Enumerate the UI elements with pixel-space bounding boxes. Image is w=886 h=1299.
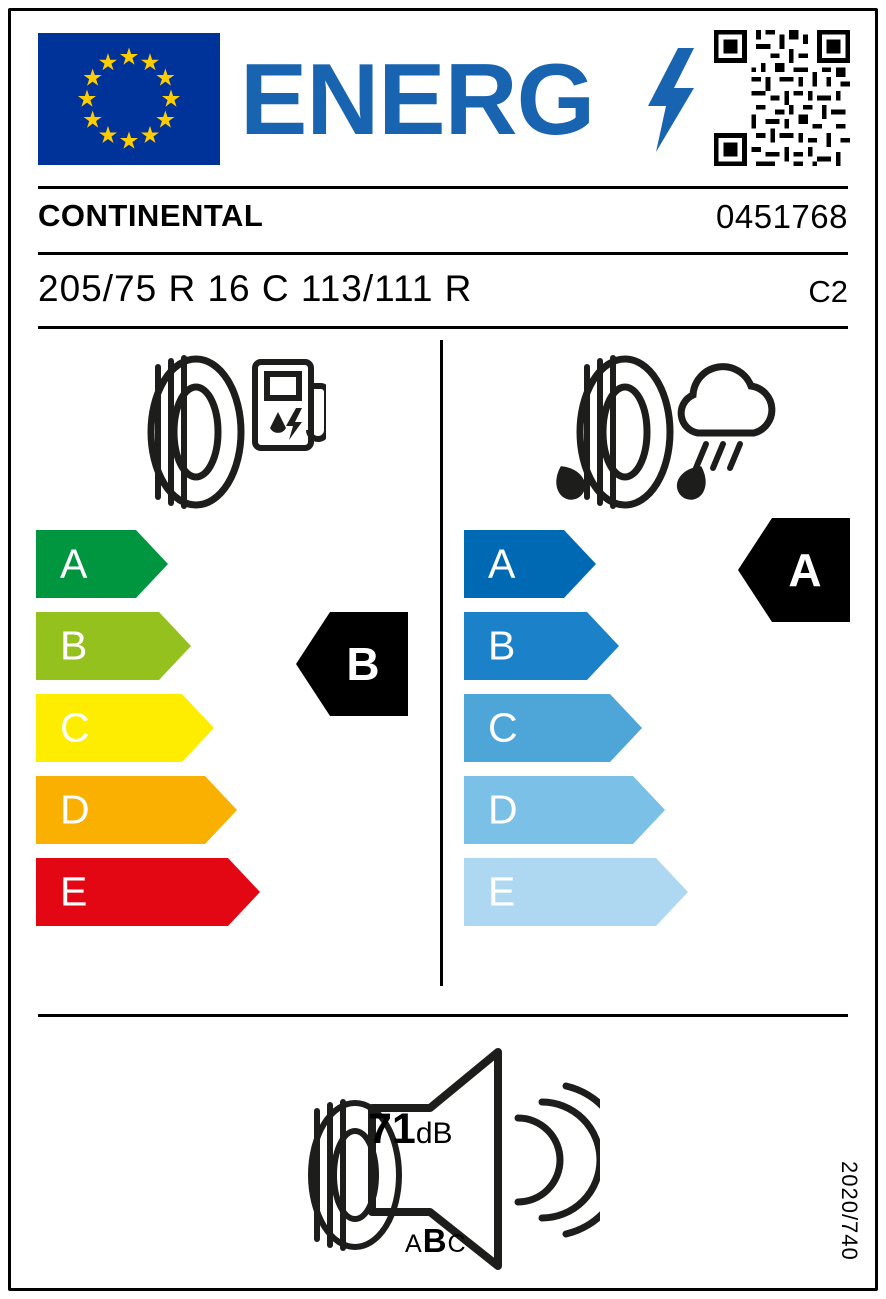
fuel-grade-e (36, 858, 396, 926)
tyre-size: 205/75 R 16 C 113/111 R (38, 268, 473, 309)
wet-grade-d-letter: D (488, 786, 518, 833)
brand-name: CONTINENTAL (38, 198, 264, 233)
eu-flag-icon (38, 33, 220, 165)
fuel-grade-b-letter: B (60, 622, 88, 669)
divider-2 (38, 252, 848, 255)
divider-3 (38, 326, 848, 329)
noise-value (368, 1105, 453, 1154)
regulation-reference: 2020/740 (837, 1161, 862, 1261)
divider-4 (38, 1014, 848, 1017)
tyre-fuel-pump-icon (126, 352, 326, 512)
wet-grade-e (464, 858, 824, 926)
fuel-selected-arrow (296, 612, 408, 716)
wet-grade-e-letter: E (488, 868, 516, 915)
noise-class-row (405, 1222, 467, 1260)
tyre-class: C2 (808, 274, 848, 309)
fuel-grade-a (36, 530, 396, 598)
wet-grade-c-letter: C (488, 704, 518, 751)
fuel-grade-a-letter: A (60, 540, 88, 587)
fuel-efficiency-scale (36, 530, 396, 940)
wet-grade-b (464, 612, 824, 680)
noise-class-a: A (405, 1230, 423, 1258)
fuel-grade-d-letter: D (60, 786, 90, 833)
energ-text: ENERG (240, 44, 595, 156)
wet-grade-d (464, 776, 824, 844)
wet-selected-arrow (738, 518, 850, 622)
divider-1 (38, 186, 848, 189)
wet-grade-a-letter: A (488, 540, 516, 587)
fuel-selected-letter: B (346, 638, 380, 690)
noise-class-c: C (447, 1230, 467, 1258)
wet-selected-letter: A (788, 544, 822, 596)
wet-grade-c (464, 694, 824, 762)
qr-code-icon (714, 30, 850, 166)
noise-class-b: B (422, 1222, 448, 1259)
fuel-grade-d (36, 776, 396, 844)
fuel-grade-c-letter: C (60, 704, 90, 751)
lightning-bolt-icon (648, 48, 694, 152)
fuel-grade-e-letter: E (60, 868, 88, 915)
tyre-rain-cloud-icon (530, 352, 780, 512)
noise-db-unit: dB (415, 1117, 453, 1150)
noise-db-number: 71 (368, 1105, 416, 1153)
energ-wordmark (240, 44, 700, 156)
wet-grade-b-letter: B (488, 622, 516, 669)
model-code: 0451768 (716, 198, 848, 235)
column-divider (440, 340, 443, 986)
